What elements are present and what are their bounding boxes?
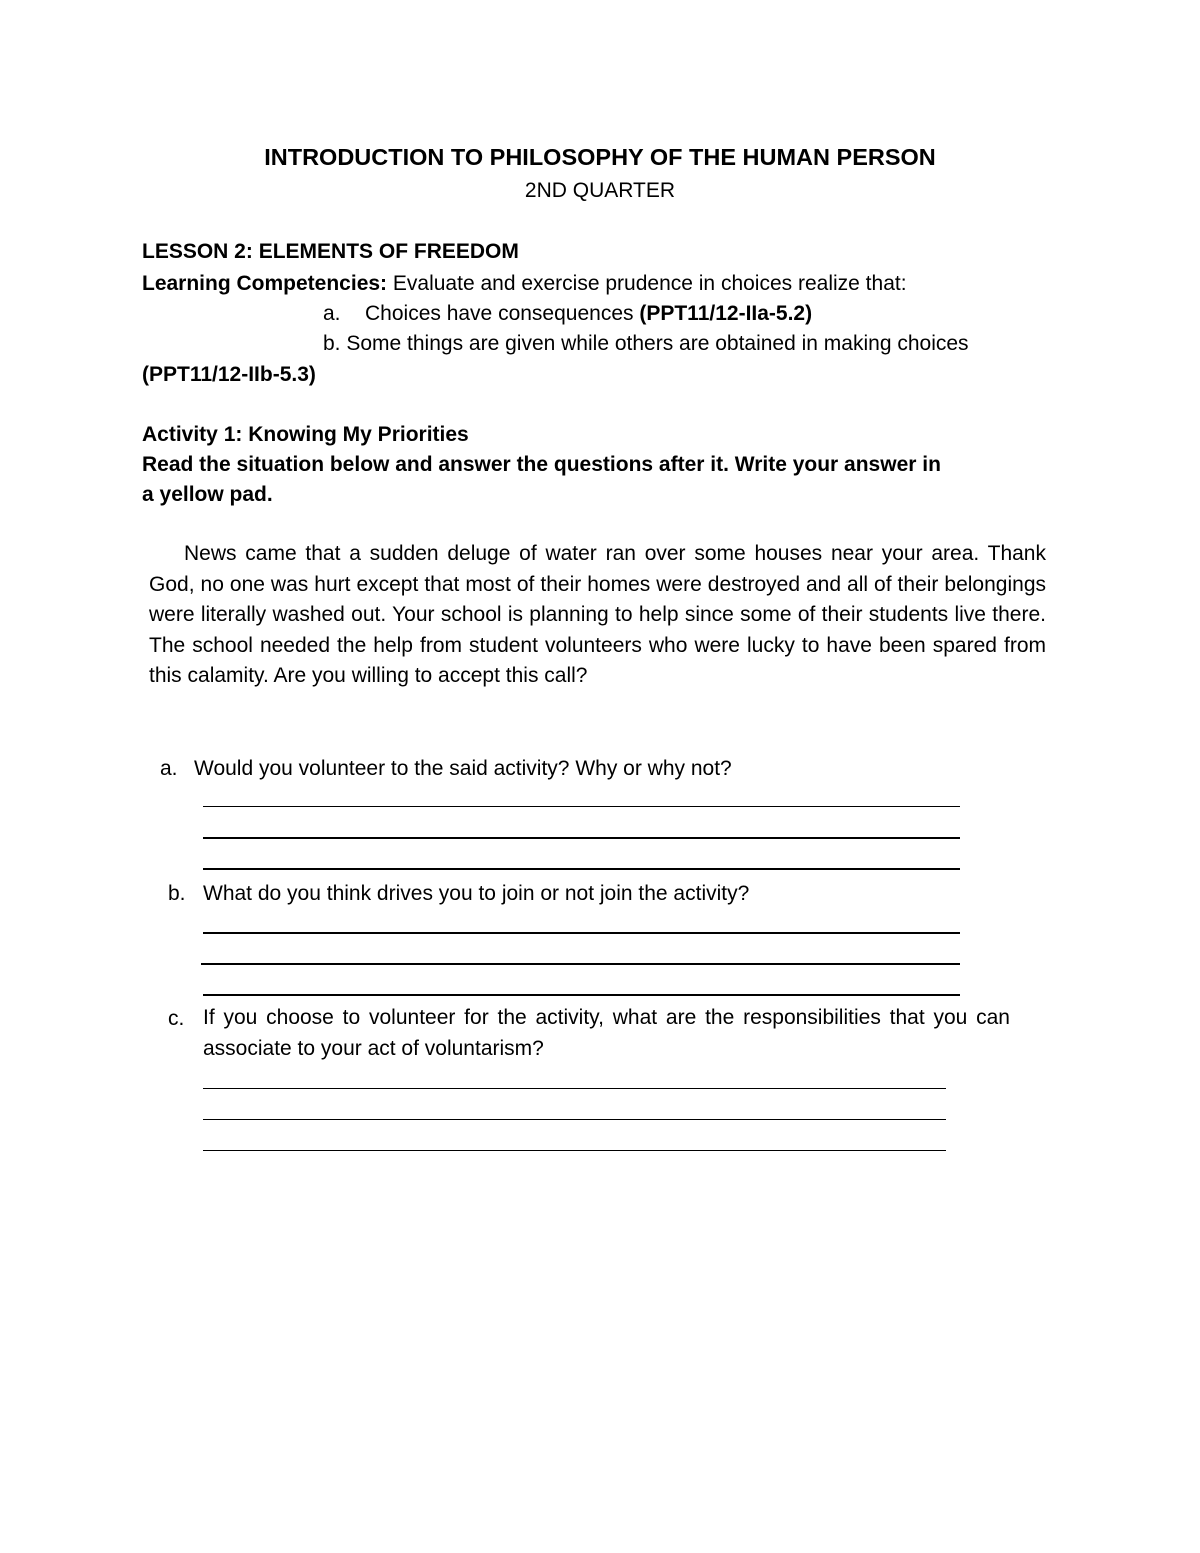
page-subtitle: 2ND QUARTER	[524, 179, 676, 202]
competencies-label: Learning Competencies:	[142, 272, 388, 295]
competency-code-a: (PPT11/12-IIa-5.2)	[639, 302, 813, 325]
answer-line-c-1[interactable]	[203, 1088, 946, 1089]
lesson-title: LESSON 2: ELEMENTS OF FREEDOM	[142, 240, 519, 263]
activity-title: Activity 1: Knowing My Priorities	[142, 423, 469, 446]
question-text-b: What do you think drives you to join or not join the activity?	[203, 882, 750, 905]
competency-text-a: Choices have consequences	[365, 302, 640, 325]
page-title: INTRODUCTION TO PHILOSOPHY OF THE HUMAN PERSON	[264, 144, 936, 170]
competency-marker-a: a.	[323, 302, 341, 325]
learning-competencies	[142, 273, 907, 294]
competency-item-b	[323, 333, 969, 354]
competencies-text: Evaluate and exercise prudence in choices realize that:	[387, 272, 907, 295]
answer-line-b-3[interactable]	[203, 994, 960, 996]
answer-line-a-1[interactable]	[203, 806, 960, 807]
answer-line-b-2[interactable]	[201, 963, 960, 965]
answer-line-a-3[interactable]	[203, 868, 960, 870]
activity-instructions-line-1: Read the situation below and answer the questions after it. Write your answer in	[142, 453, 941, 476]
competency-item-a	[323, 303, 812, 324]
answer-line-c-3[interactable]	[203, 1150, 946, 1151]
question-text-a: Would you volunteer to the said activity? Why or why not?	[194, 757, 732, 780]
answer-line-b-1[interactable]	[203, 932, 960, 934]
activity-instructions-line-2: a yellow pad.	[142, 483, 273, 506]
question-marker-b: b.	[168, 882, 186, 905]
answer-line-a-2[interactable]	[203, 837, 960, 839]
situation-passage: News came that a sudden deluge of water ran over some houses near your area. Thank God, no one was hurt except that most of their homes were destroyed and all of their belongings were literally washed out. Your school is planning to help since some of their students live there. The school needed the help from student volunteers who were lucky to have been spared from this calamity. Are you willing to accept this call?	[149, 542, 1046, 687]
question-marker-a: a.	[160, 757, 178, 780]
question-marker-c: c.	[168, 1007, 185, 1030]
competency-text-b: Some things are given while others are obtained in making choices	[340, 332, 969, 355]
competency-marker-b: b.	[323, 332, 341, 355]
answer-line-c-2[interactable]	[203, 1119, 946, 1120]
competency-code-b: (PPT11/12-IIb-5.3)	[142, 363, 316, 386]
question-text-c: If you choose to volunteer for the activity, what are the responsibilities that you can associate to your act of voluntarism?	[203, 1006, 1010, 1060]
